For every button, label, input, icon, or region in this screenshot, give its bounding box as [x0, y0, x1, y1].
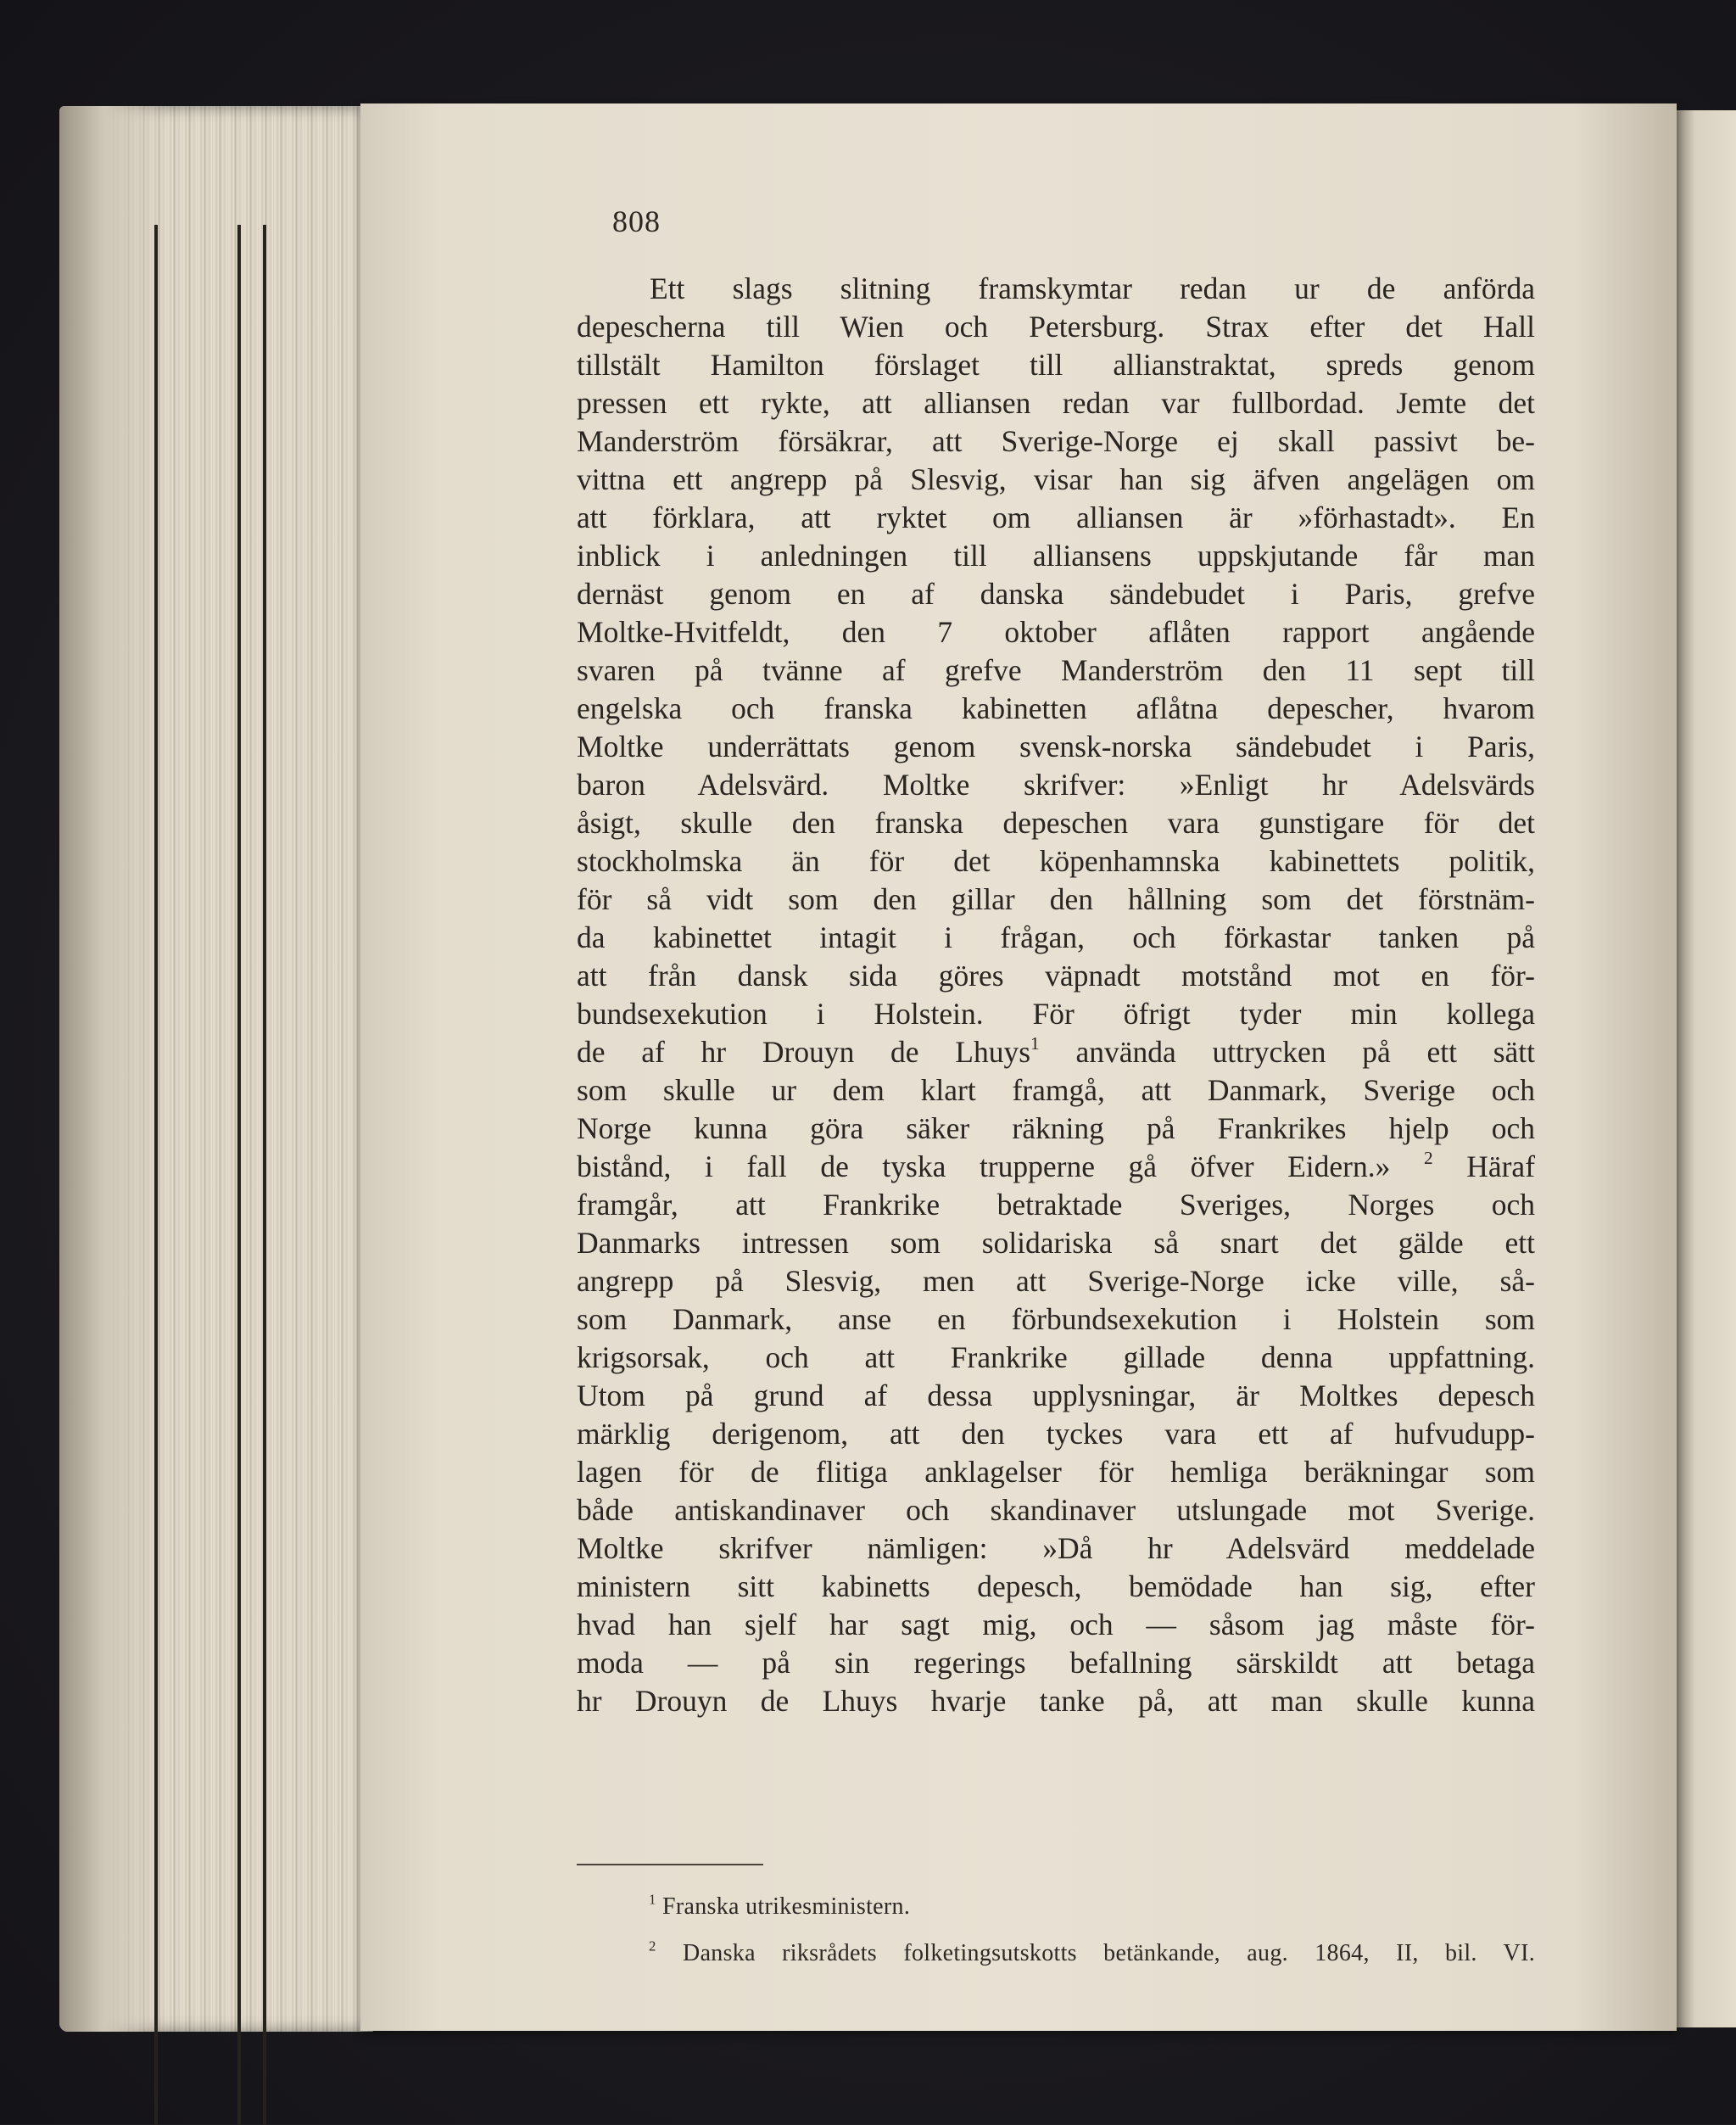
text-line: krigsorsak, och att Frankrike gillade denna uppfattning.	[577, 1340, 1535, 1374]
text-line: Moltke skrifver nämligen: »Då hr Adelsvärd meddelade	[577, 1531, 1535, 1565]
text-segment: bistånd, i fall de tyska trupperne gå öfver Eidern.»	[577, 1149, 1391, 1183]
text-line-with-footnote	[577, 1148, 1535, 1186]
footnote	[649, 1940, 1535, 1967]
text-line: ministern sitt kabinetts depesch, bemödade han sig, efter	[577, 1569, 1535, 1603]
footnote-mark: 2	[649, 1938, 656, 1954]
footnote-mark: 2	[1423, 1148, 1433, 1169]
facing-page-edge	[1672, 110, 1736, 2027]
footnote-text: Franska utrikesministern.	[662, 1893, 911, 1920]
text-line: tillstält Hamilton förslaget till allianstraktat, spreds genom	[577, 348, 1535, 382]
text-line: Norge kunna göra säker räkning på Frankrikes hjelp och	[577, 1111, 1535, 1145]
page-edge-line	[154, 225, 158, 2125]
page-edge-line	[237, 225, 241, 2125]
text-segment: använda uttrycken på ett sätt	[1075, 1035, 1535, 1069]
text-line: da kabinettet intagit i frågan, och förkastar tanken på	[577, 920, 1535, 954]
text-segment: Häraf	[1466, 1149, 1535, 1183]
text-line: Manderström försäkrar, att Sverige-Norge ej skall passivt be-	[577, 424, 1535, 458]
text-line: engelska och franska kabinetten aflåtna depescher, hvarom	[577, 691, 1535, 725]
footnote	[649, 1893, 910, 1921]
text-line: bundsexekution i Holstein. För öfrigt tyder min kollega	[577, 997, 1535, 1031]
text-line: märklig derigenom, att den tyckes vara ett af hufvudupp-	[577, 1417, 1535, 1451]
text-line: Ett slags slitning framskymtar redan ur de anförda	[650, 271, 1535, 305]
text-line: Utom på grund af dessa upplysningar, är Moltkes depesch	[577, 1378, 1535, 1412]
text-line: hr Drouyn de Lhuys hvarje tanke på, att man skulle kunna	[577, 1684, 1535, 1718]
text-line: svaren på tvänne af grefve Manderström den 11 sept till	[577, 653, 1535, 687]
text-line: stockholmska än för det köpenhamnska kabinettets politik,	[577, 844, 1535, 878]
text-segment: de af hr Drouyn de Lhuys	[577, 1035, 1031, 1069]
book-page-edges	[59, 106, 373, 2032]
text-line: som skulle ur dem klart framgå, att Danmark, Sverige och	[577, 1073, 1535, 1107]
text-line: angrepp på Slesvig, men att Sverige-Norge icke ville, så-	[577, 1264, 1535, 1298]
text-line: pressen ett rykte, att alliansen redan var fullbordad. Jemte det	[577, 386, 1535, 420]
text-line: åsigt, skulle den franska depeschen vara gunstigare för det	[577, 806, 1535, 840]
text-line: framgår, att Frankrike betraktade Sveriges, Norges och	[577, 1188, 1535, 1222]
text-line: baron Adelsvärd. Moltke skrifver: »Enligt hr Adelsvärds	[577, 768, 1535, 802]
footnote-mark: 1	[649, 1891, 656, 1908]
footnote-mark: 1	[1030, 1033, 1040, 1054]
book-page	[360, 103, 1677, 2031]
text-line: att förklara, att ryktet om alliansen är »förhastadt». En	[577, 500, 1535, 534]
text-line: Moltke underrättats genom svensk-norska sändebudet i Paris,	[577, 730, 1535, 763]
text-line: både antiskandinaver och skandinaver utslungade mot Sverige.	[577, 1493, 1535, 1527]
text-line-with-footnote	[577, 1033, 1535, 1071]
text-line: inblick i anledningen till alliansens uppskjutande får man	[577, 539, 1535, 573]
footnote-divider	[577, 1864, 763, 1865]
body-text	[577, 270, 1535, 1720]
text-line: för så vidt som den gillar den hållning som det förstnäm-	[577, 882, 1535, 916]
text-line: moda — på sin regerings befallning särskildt att betaga	[577, 1646, 1535, 1680]
text-line: dernäst genom en af danska sändebudet i Paris, grefve	[577, 577, 1535, 611]
text-line: depescherna till Wien och Petersburg. Strax efter det Hall	[577, 310, 1535, 344]
text-line: vittna ett angrepp på Slesvig, visar han sig äfven angelägen om	[577, 462, 1535, 496]
text-line: som Danmark, anse en förbundsexekution i Holstein som	[577, 1302, 1535, 1336]
page-number: 808	[612, 204, 661, 238]
footnote-text: Danska riksrådets folketingsutskotts betänkande, aug. 1864, II, bil. VI.	[683, 1940, 1535, 1966]
text-line: hvad han sjelf har sagt mig, och — såsom jag måste för-	[577, 1608, 1535, 1641]
text-line: Moltke-Hvitfeldt, den 7 oktober aflåten rapport angående	[577, 615, 1535, 649]
page-edge-line	[263, 225, 266, 2125]
text-line: Danmarks intressen som solidariska så snart det gälde ett	[577, 1226, 1535, 1260]
text-line: att från dansk sida göres väpnadt motstånd mot en för-	[577, 959, 1535, 993]
text-line: lagen för de flitiga anklagelser för hemliga beräkningar som	[577, 1455, 1535, 1489]
